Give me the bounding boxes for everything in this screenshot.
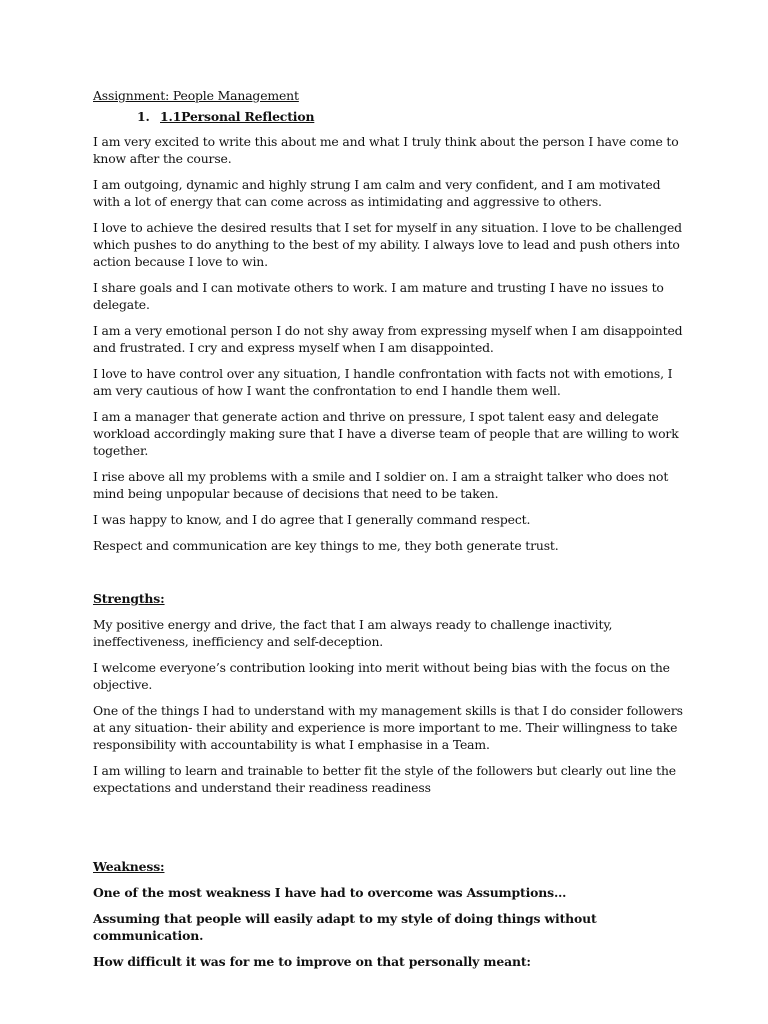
weakness-heading: Weakness: — [93, 859, 165, 874]
heading-label: 1.1Personal Reflection — [160, 109, 315, 124]
reflection-paragraph: I love to have control over any situation, I handle confrontation with facts not with emotions, I am very cautious of how I want the confrontation to end I handle them well. — [93, 366, 673, 398]
section-heading — [93, 108, 683, 125]
strength-paragraph: One of the things I had to understand with my management skills is that I do consider followers at any situation- their ability and experience is more important to me. Their willingness to take responsibility with accountability is what I emphasise in a Team. — [93, 703, 683, 752]
reflection-paragraph: I love to achieve the desired results that I set for myself in any situation. I love to be challenged which pushes to do anything to the best of my ability. I always love to lead and push others into action because I love to win. — [93, 220, 682, 269]
reflection-paragraph: I rise above all my problems with a smile and I soldier on. I am a straight talker who does not mind being unpopular because of decisions that need to be taken. — [93, 469, 669, 501]
weakness-paragraph: How difficult it was for me to improve on that personally meant: — [93, 954, 531, 969]
weakness-paragraph: Assuming that people will easily adapt to my style of doing things without communication. — [93, 911, 597, 943]
reflection-paragraph: Respect and communication are key things to me, they both generate trust. — [93, 538, 559, 553]
reflection-paragraph: I am outgoing, dynamic and highly strung I am calm and very confident, and I am motivated with a lot of energy that can come across as intimidating and aggressive to others. — [93, 177, 661, 209]
weakness-paragraph: One of the most weakness I have had to overcome was Assumptions… — [93, 885, 567, 900]
heading-number: 1. — [137, 109, 150, 124]
spacer — [93, 805, 683, 858]
strengths-heading: Strengths: — [93, 591, 165, 606]
spacer — [93, 563, 683, 590]
reflection-paragraph: I am a manager that generate action and thrive on pressure, I spot talent easy and delegate workload accordingly making sure that I have a diverse team of people that are willing to work together. — [93, 409, 679, 458]
reflection-paragraph: I am a very emotional person I do not shy away from expressing myself when I am disappointed and frustrated. I cry and express myself when I am disappointed. — [93, 323, 683, 355]
strength-paragraph: I welcome everyone’s contribution looking into merit without being bias with the focus on the objective. — [93, 660, 670, 692]
document-title: Assignment: People Management — [93, 88, 299, 103]
reflection-paragraph: I am very excited to write this about me and what I truly think about the person I have come to know after the course. — [93, 134, 679, 166]
reflection-paragraph: I share goals and I can motivate others to work. I am mature and trusting I have no issues to delegate. — [93, 280, 664, 312]
strength-paragraph: My positive energy and drive, the fact that I am always ready to challenge inactivity, ineffectiveness, inefficiency and self-deception. — [93, 617, 613, 649]
reflection-paragraph: I was happy to know, and I do agree that I generally command respect. — [93, 512, 531, 527]
strength-paragraph: I am willing to learn and trainable to better fit the style of the followers but clearly out line the expectations and understand their readiness readiness — [93, 763, 676, 795]
document-body — [93, 87, 683, 979]
